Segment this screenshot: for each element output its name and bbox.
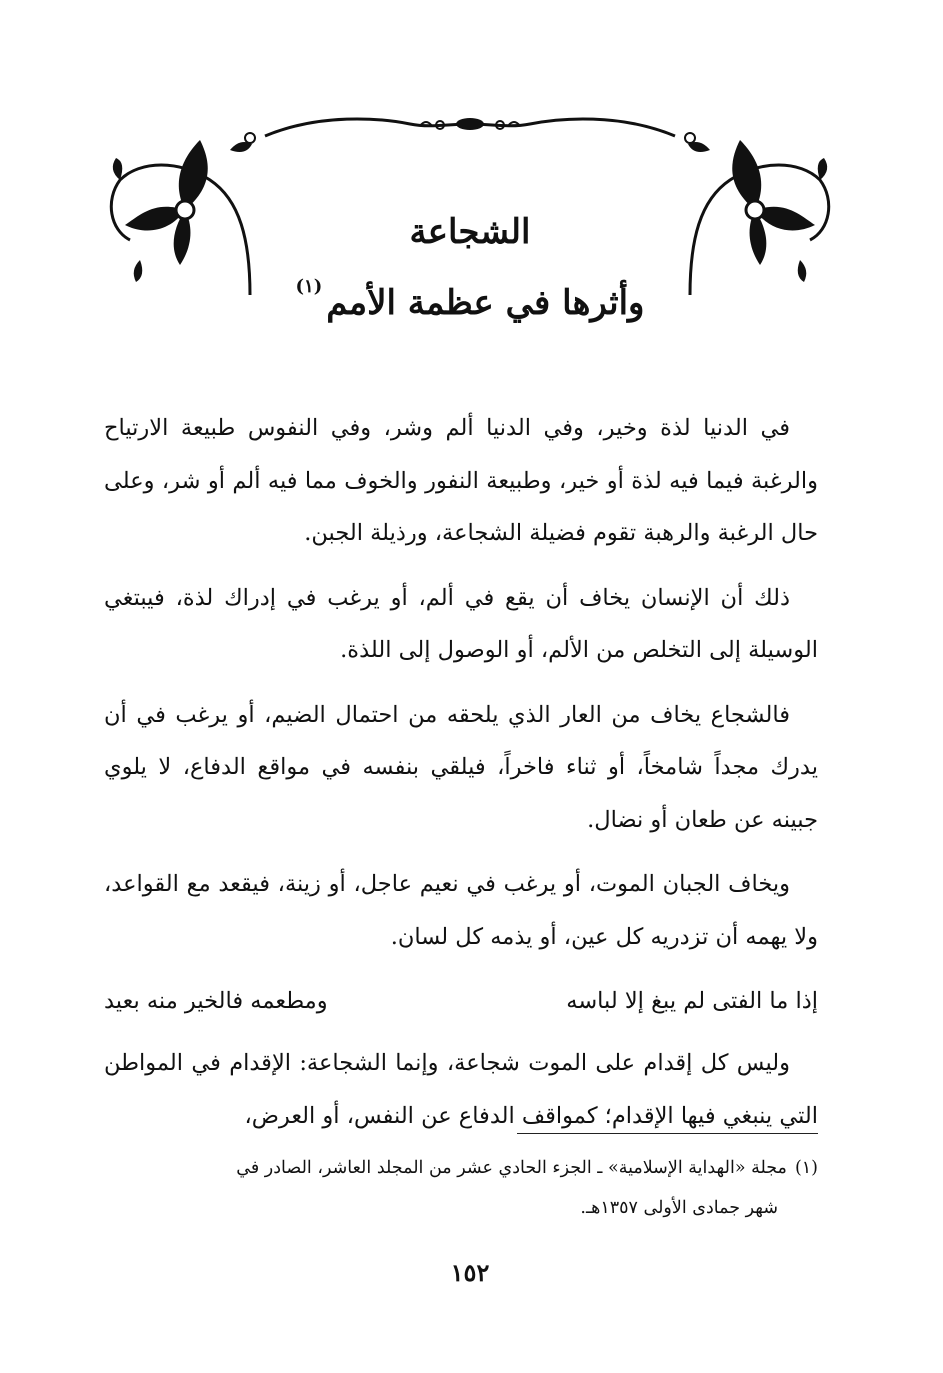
left-floral-ornament (100, 120, 260, 300)
subtitle-text: وأثرها في عظمة الأمم (326, 283, 645, 323)
footnote-line-1 (104, 1148, 818, 1188)
right-floral-ornament (680, 120, 840, 300)
paragraph-3: فالشجاع يخاف من العار الذي يلحقه من احتمال الضيم، أو يرغب في أن يدرك مجداً شامخاً، أو ثناء فاخراً، فيلقي بنفسه في مواقع الدفاع، لا يلوي جبينه عن طعان أو نضال. (104, 701, 818, 833)
title-footnote-marker: (١) (295, 276, 323, 297)
footnote-line-2: شهر جمادى الأولى ١٣٥٧هـ. (580, 1198, 778, 1218)
body-text (104, 402, 818, 1154)
chapter-title: الشجاعة (409, 212, 531, 252)
poetry-verse (104, 975, 818, 1027)
paragraph-5: وليس كل إقدام على الموت شجاعة، وإنما الشجاعة: الإقدام في المواطن التي ينبغي فيها الإقدام؛ كمواقف الدفاع عن النفس، أو العرض، (104, 1050, 818, 1129)
top-swirl-ornament (260, 108, 680, 148)
paragraph-4: ويخاف الجبان الموت، أو يرغب في نعيم عاجل، أو زينة، فيقعد مع القواعد، ولا يهمه أن تزدريه كل عين، أو يذمه كل لسان. (104, 871, 818, 950)
chapter-subtitle (230, 276, 710, 323)
paragraph-1: في الدنيا لذة وخير، وفي الدنيا ألم وشر، وفي النفوس طبيعة الارتياح والرغبة فيما فيه لذة أو خير، وطبيعة النفور والخوف مما فيه ألم أو شر، وعلى حال الرغبة والرهبة تقوم فضيلة الشجاعة، ورذيلة الجبن. (104, 415, 818, 546)
verse-first-hemistich: إذا ما الفتى لم يبغ إلا لباسه (566, 988, 818, 1014)
footnote-text-1: مجلة «الهداية الإسلامية» ـ الجزء الحادي عشر من المجلد العاشر، الصادر في (236, 1158, 787, 1178)
paragraph-2: ذلك أن الإنسان يخاف أن يقع في ألم، أو يرغب في إدراك لذة، فيبتغي الوسيلة إلى التخلص من الألم، أو الوصول إلى اللذة. (104, 584, 818, 663)
footnote-number: (١) (794, 1158, 818, 1178)
page-number: ١٥٢ (450, 1258, 490, 1287)
footnote-separator (517, 1133, 818, 1134)
verse-second-hemistich: ومطعمه فالخير منه بعيد (104, 988, 328, 1014)
footnote (104, 1148, 818, 1228)
